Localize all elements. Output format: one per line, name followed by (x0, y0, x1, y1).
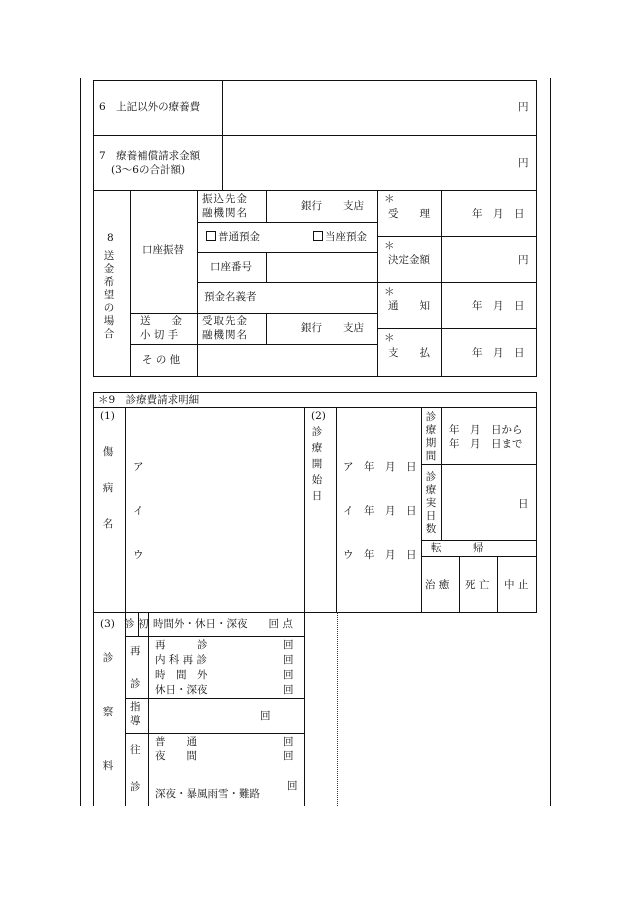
uketori-label-line2: 融機関名 (202, 329, 248, 341)
chushi-option[interactable]: 中 止 (504, 579, 529, 591)
jikangai-label: 時 間 外 (155, 669, 208, 681)
section3-number: (3) (100, 618, 115, 630)
branch-label: 支店 (343, 200, 364, 212)
chiyu-option[interactable]: 治 癒 (425, 579, 450, 591)
shiharai-star: ＊ (384, 332, 395, 344)
saishin-label: 再 診 (155, 639, 208, 651)
row8-vertical-label: 送金希望の場合 (103, 250, 115, 340)
kaishi-date-u: ウ 年 月 日 (343, 549, 417, 561)
row7-label: 7 療養補償請求金額 (99, 150, 201, 162)
naika-kai: 回 (283, 654, 294, 666)
branch2-label: 支店 (343, 322, 364, 334)
tenki-label: 転 帰 (431, 542, 484, 554)
sho-char: 初 (138, 618, 149, 630)
page-left-margin-line (80, 78, 81, 806)
kaishi-date-i: イ 年 月 日 (343, 505, 417, 517)
kaishi-label: 診療開始日 (311, 426, 323, 502)
row7-sub-label: (3〜6の合計額) (111, 164, 186, 176)
sokin-label-line1: 送 金 (140, 315, 182, 327)
shido-char2: 導 (130, 715, 141, 727)
kikan-to: 年 月 日まで (449, 438, 523, 450)
kettei-star: ＊ (384, 240, 395, 252)
kouza-furikae-label: 口座振替 (142, 244, 184, 256)
kikan-from: 年 月 日から (449, 424, 523, 436)
oshin-shinya-kai: 回 (287, 780, 298, 792)
shiharai-label: 支 払 (388, 347, 430, 359)
checkbox-icon (206, 231, 216, 241)
saishin-kai: 回 (283, 639, 294, 651)
futsu-yokin-checkbox[interactable]: 普通預金 (206, 231, 260, 244)
checkbox-icon (313, 231, 323, 241)
juri-star: ＊ (384, 193, 395, 205)
shobyomei-i-label: イ (133, 505, 144, 517)
dotted-separator (337, 612, 338, 806)
kikan-label: 診療期間 (425, 411, 437, 462)
bank2-label: 銀行 (301, 322, 322, 334)
meigi-field[interactable] (268, 284, 375, 311)
uketori-label-line1: 受取先金 (202, 315, 248, 327)
kettei-label: 決定金額 (388, 254, 430, 266)
oshin-shinya-label: 深夜・暴風雨雪・難路 (155, 788, 260, 800)
oshin-futsu-label: 普 通 (155, 736, 197, 748)
shin-cut-char: 診 (124, 618, 135, 630)
furikomi-label-line2: 融機関名 (202, 207, 248, 219)
kouza-bango-label: 口座番号 (210, 261, 252, 273)
meisai-title: ＊9 診療費請求明細 (98, 394, 200, 406)
oshin-yakan-kai: 回 (283, 750, 294, 762)
kyujitsu-kai: 回 (283, 684, 294, 696)
oshin-o-char: 往 (130, 744, 141, 756)
sokin-label-line2: 小 切 手 (140, 329, 179, 341)
oshin-shin-char: 診 (130, 781, 141, 793)
saishin-shin-char: 診 (130, 678, 141, 690)
tsuchi-date: 年 月 日 (472, 300, 525, 312)
shiharai-date: 年 月 日 (472, 347, 525, 359)
shoshin-line: 時間外・休日・深夜 回 点 (153, 618, 293, 630)
naika-label: 内 科 再 診 (155, 654, 208, 666)
row6-label: 6 上記以外の療養費 (99, 101, 201, 113)
shinsatsu-label: 診察料 (102, 652, 114, 772)
kettei-yen-unit: 円 (518, 254, 529, 266)
bank-label: 銀行 (301, 200, 322, 212)
shobyomei-u-label: ウ (133, 549, 144, 561)
row6-yen-unit: 円 (518, 101, 529, 113)
section2-number: (2) (311, 410, 326, 422)
tsuchi-star: ＊ (384, 286, 395, 298)
shido-char1: 指 (130, 701, 141, 713)
kaishi-date-a: ア 年 月 日 (343, 461, 417, 473)
sonota-label: そ の 他 (142, 354, 181, 366)
shobyomei-a-label: ア (133, 461, 144, 473)
toza-yokin-checkbox[interactable]: 当座預金 (313, 231, 367, 244)
shobyomei-label: 傷病名 (102, 446, 114, 530)
juri-label: 受 理 (388, 208, 430, 220)
oshin-futsu-kai: 回 (283, 736, 294, 748)
kouza-bango-field[interactable] (268, 254, 375, 280)
shibo-option[interactable]: 死 亡 (465, 579, 490, 591)
row8-number: 8 (107, 232, 114, 244)
meigi-label: 預金名義者 (204, 291, 257, 303)
juri-date: 年 月 日 (472, 208, 525, 220)
jikangai-kai: 回 (283, 669, 294, 681)
tsuchi-label: 通 知 (388, 300, 430, 312)
oshin-yakan-label: 夜 間 (155, 750, 197, 762)
jitsunissu-unit: 日 (518, 498, 529, 510)
shido-kai: 回 (260, 710, 271, 722)
section1-number: (1) (100, 410, 115, 422)
row7-yen-unit: 円 (518, 157, 529, 169)
page-right-margin-line (550, 78, 551, 806)
kyujitsu-label: 休日・深夜 (155, 684, 208, 696)
furikomi-label-line1: 振込先金 (202, 193, 248, 205)
sai-char: 再 (130, 645, 141, 657)
jitsunissu-label: 診療実日数 (425, 471, 437, 535)
